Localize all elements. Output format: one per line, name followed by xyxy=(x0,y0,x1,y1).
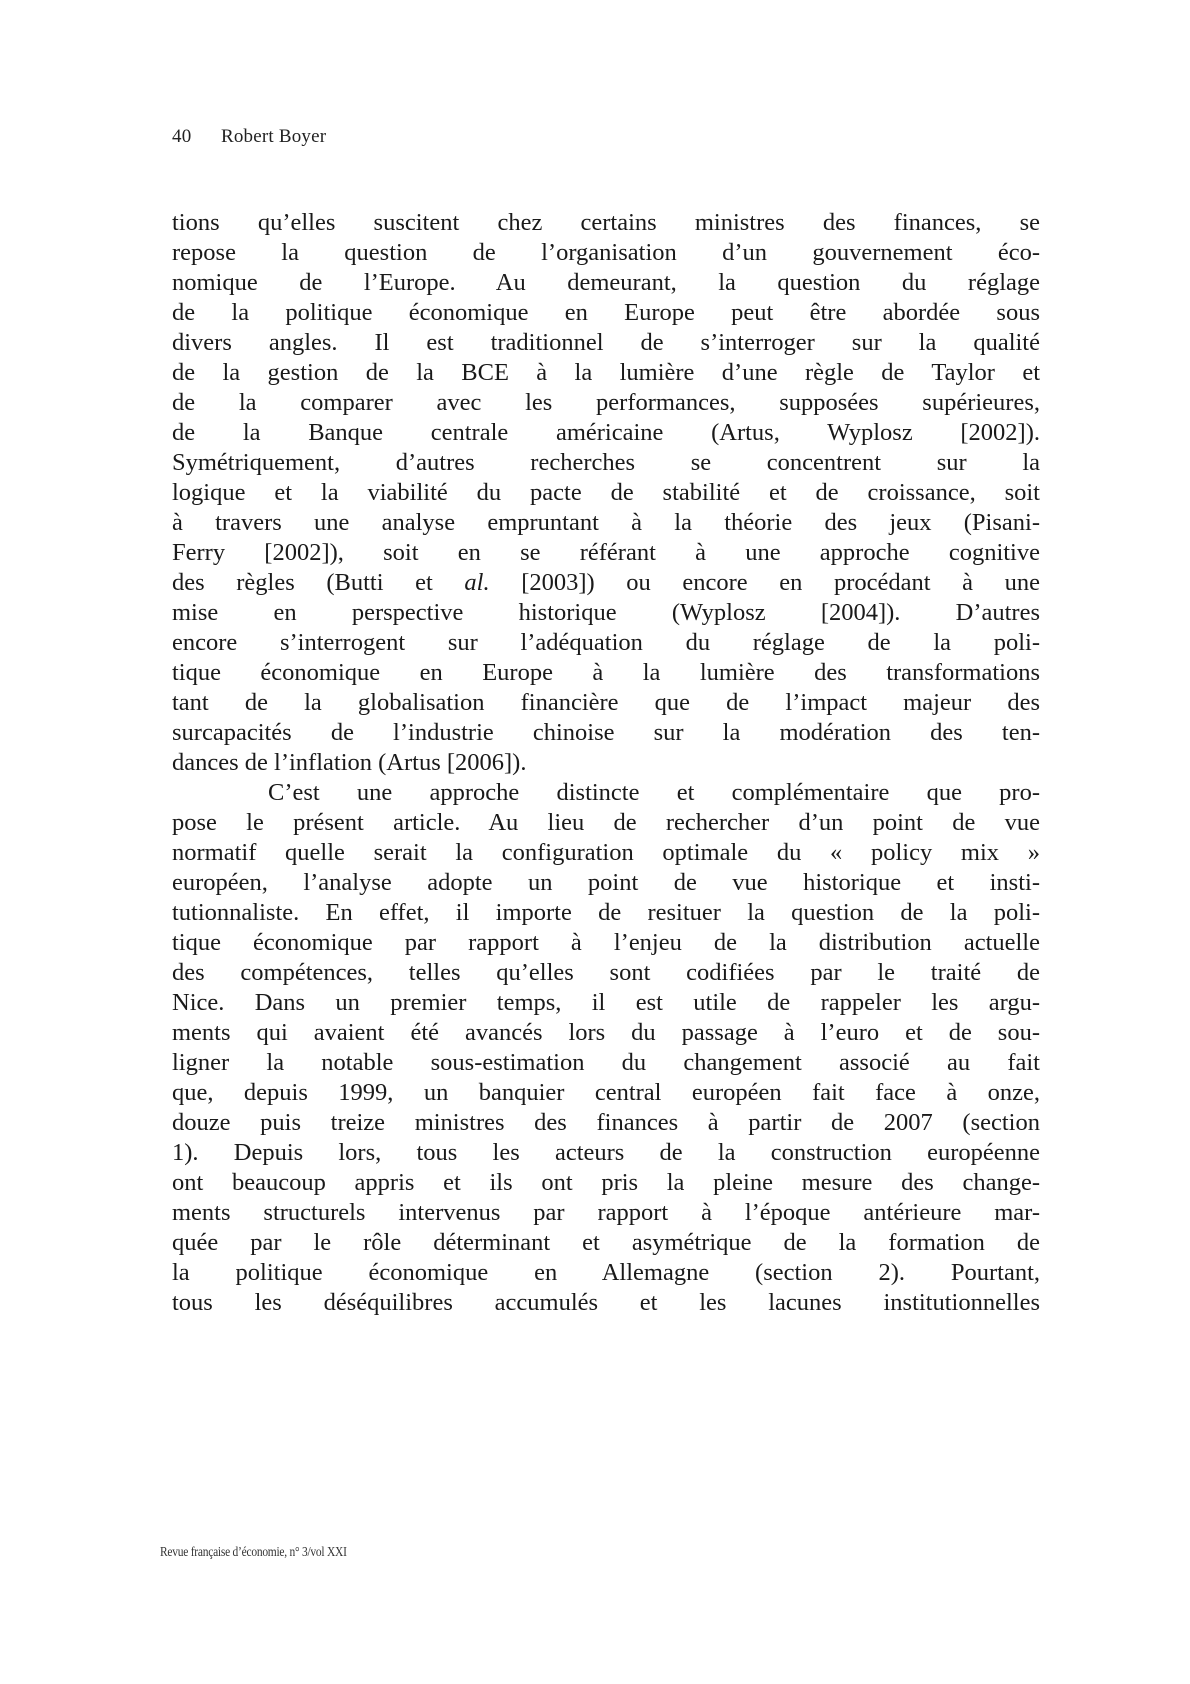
text-line: logique et la viabilité du pacte de stabilité et de croissance, soit xyxy=(172,479,1040,506)
text-line: à travers une analyse empruntant à la théorie des jeux (Pisani- xyxy=(172,509,1040,536)
text-line: Ferry [2002]), soit en se référant à une approche cognitive xyxy=(172,539,1040,566)
text-line: douze puis treize ministres des finances à partir de 2007 (section xyxy=(172,1109,1040,1136)
italic-et-al: al. xyxy=(464,569,490,596)
text-line: ments qui avaient été avancés lors du passage à l’euro et de sou- xyxy=(172,1019,1040,1046)
text-line: C’est une approche distincte et complémentaire que pro- xyxy=(268,779,1040,806)
running-head xyxy=(172,126,326,148)
text-line: tique économique en Europe à la lumière des transformations xyxy=(172,659,1040,686)
article-body xyxy=(172,208,1040,1318)
text-line: normatif quelle serait la configuration optimale du « policy mix » xyxy=(172,839,1040,866)
author-name: Robert Boyer xyxy=(220,126,327,147)
text-line: de la politique économique en Europe peut être abordée sous xyxy=(172,299,1040,326)
text-line: divers angles. Il est traditionnel de s’interroger sur la qualité xyxy=(172,329,1040,356)
text-line: de la gestion de la BCE à la lumière d’une règle de Taylor et xyxy=(172,359,1040,386)
text-line: tant de la globalisation financière que de l’impact majeur des xyxy=(172,689,1040,716)
text-line: mise en perspective historique (Wyplosz [2004]). D’autres xyxy=(172,599,1040,626)
page-number: 40 xyxy=(172,126,192,147)
journal-footer: Revue française d’économie, n° 3/vol XXI xyxy=(160,1545,347,1560)
text-line: Symétriquement, d’autres recherches se concentrent sur la xyxy=(172,449,1040,476)
text-line: ont beaucoup appris et ils ont pris la pleine mesure des change- xyxy=(172,1169,1040,1196)
text-line: européen, l’analyse adopte un point de vue historique et insti- xyxy=(172,869,1040,896)
text-line: ligner la notable sous-estimation du changement associé au fait xyxy=(172,1049,1040,1076)
text-line: des règles (Butti et al. [2003]) ou encore en procédant à une xyxy=(172,569,1040,596)
text-line: repose la question de l’organisation d’un gouvernement éco- xyxy=(172,239,1040,266)
text-line: de la Banque centrale américaine (Artus, Wyplosz [2002]). xyxy=(172,419,1040,446)
text-line: pose le présent article. Au lieu de rechercher d’un point de vue xyxy=(172,809,1040,836)
text-line: de la comparer avec les performances, supposées supérieures, xyxy=(172,389,1040,416)
text-line: quée par le rôle déterminant et asymétrique de la formation de xyxy=(172,1229,1040,1256)
text-line: tique économique par rapport à l’enjeu de la distribution actuelle xyxy=(172,929,1040,956)
text-line: tutionnaliste. En effet, il importe de resituer la question de la poli- xyxy=(172,899,1040,926)
text-line: la politique économique en Allemagne (section 2). Pourtant, xyxy=(172,1259,1040,1286)
paragraph xyxy=(172,778,1040,1318)
text-line: 1). Depuis lors, tous les acteurs de la construction européenne xyxy=(172,1139,1040,1166)
text-line: Nice. Dans un premier temps, il est utile de rappeler les argu- xyxy=(172,989,1040,1016)
text-line: surcapacités de l’industrie chinoise sur la modération des ten- xyxy=(172,719,1040,746)
paragraph xyxy=(172,208,1040,778)
text-line: tions qu’elles suscitent chez certains ministres des finances, se xyxy=(172,209,1040,236)
text-line: dances de l’inflation (Artus [2006]). xyxy=(172,749,527,776)
text-line: nomique de l’Europe. Au demeurant, la question du réglage xyxy=(172,269,1040,296)
text-line: ments structurels intervenus par rapport à l’époque antérieure mar- xyxy=(172,1199,1040,1226)
text-line: que, depuis 1999, un banquier central européen fait face à onze, xyxy=(172,1079,1040,1106)
text-line: des compétences, telles qu’elles sont codifiées par le traité de xyxy=(172,959,1040,986)
text-line: tous les déséquilibres accumulés et les lacunes institutionnelles xyxy=(172,1289,1040,1316)
text-line: encore s’interrogent sur l’adéquation du réglage de la poli- xyxy=(172,629,1040,656)
